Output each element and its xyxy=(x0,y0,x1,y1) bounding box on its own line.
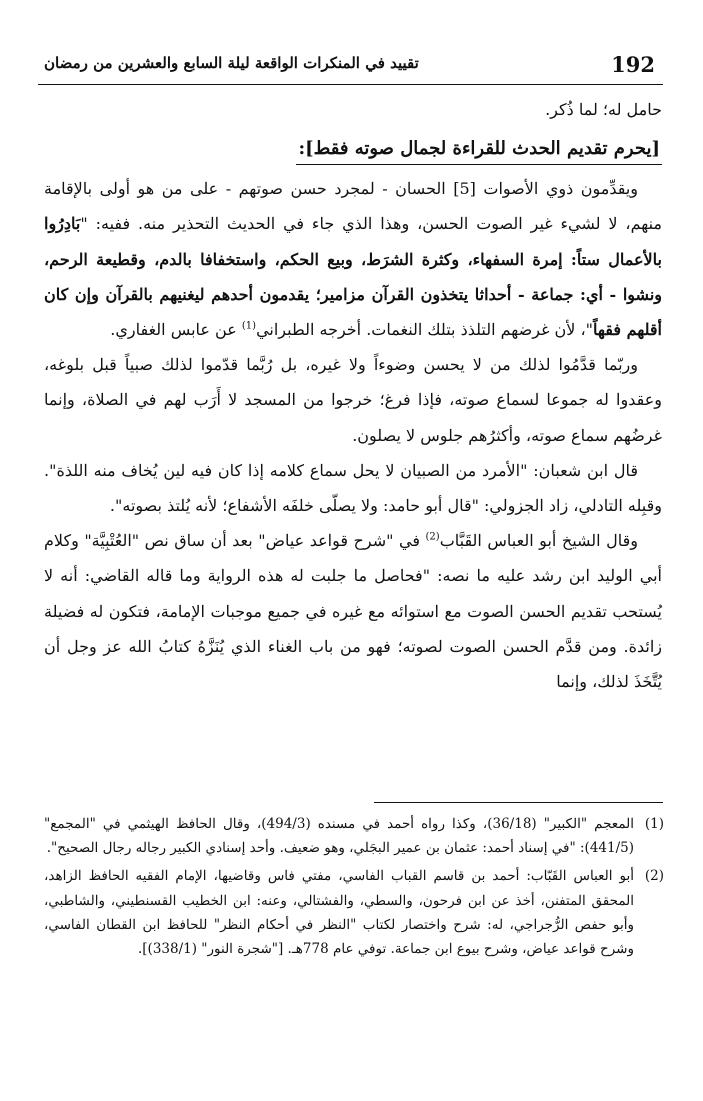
footnote-separator xyxy=(374,802,663,803)
footnote-text: المعجم "الكبير" (36/18)، وكذا رواه أحمد في مسنده (494/3)، وقال الحافظ الهيثمي في "المجمع" (441/5): "في إسناد أحمد: عثمان بن عمير البجَلي، وهو ضعيف. وأحد إسنادي الكبير رجاله رجال الصحيح". xyxy=(44,816,634,857)
paragraph-4 xyxy=(44,523,662,699)
hadith-quote: بَادِرُوا بالأعمال ستاً: إمرة السفهاء، وكثرة الشرَط، وبيع الحكم، واستخفافا بالدم، وقطيعة الرحم، ونشوا - أي: جماعة - أحداثا يتخذون القرآن مزامير؛ يقدمون أحدهم ليغنيهم بالقرآن وإن كان أقلهم فقهاً xyxy=(44,214,663,340)
intro-line: حامل له؛ لما ذُكر. xyxy=(545,100,662,119)
paragraph-1-text-c: "، لأن غرضهم التلذذ بتلك النغمات. أخرجه الطبراني xyxy=(256,320,594,340)
page-number: 192 xyxy=(611,52,655,77)
footnote-text: أبو العباس القَبّاب: أحمد بن قاسم القباب الفاسي، مفتي فاس وقاضيها، الإمام الفقيه الحافظ الزاهد، المحقق المتفنن، أخذ عن ابن فرحون، والسطي، والفشتالي، وعنه: ابن الخطيب القسنطيني، والشاطبي، وأبو حفص الرُّجراجي، له: شرح واختصار لكتاب "النظر في أحكام النظر" للحافظ ابن القطان الفاسي، وشرح قواعد عياض، وشرح بيوع ابن جماعة. توفي عام 778هـ. ["شجرة النور" (338/1)]. xyxy=(44,868,634,958)
footnote-ref-2: (2) xyxy=(425,531,440,543)
footnote-number: (1) xyxy=(644,816,664,832)
paragraph-1-text-d: عن عابس الغفاري. xyxy=(110,320,242,340)
footnote-number: (2) xyxy=(644,868,664,885)
footnote-ref-1: (1) xyxy=(241,320,257,332)
footnote-1 xyxy=(44,812,664,860)
page-header xyxy=(38,52,663,84)
section-heading-text: [يحرم تقديم الحدث للقراءة لجمال صوته فقط]: xyxy=(296,134,662,165)
paragraph-4-text-b: في "شرح قواعد عياض" بعد أن ساق نص "العُتْبِيَّة" وكلام أبي الوليد ابن رشد عليه ما نصه: "فحاصل ما جلبت له هذه الرواية وما قاله القاضي: أنه لا يُستحب تقديم الحسن الصوت مع استوائه مع غيره في جميع موجبات الإمامة، فتكون له فضيلة زائدة. ومن قدَّم الحسن الصوت لصوته؛ فهو من باب الغناء الذي يُنَزَّهُ كتابُ الله عز وجل أن يُتَّخَذَ لذلك، وإنما xyxy=(44,531,662,692)
paragraph-2: وربّما قدَّمُوا لذلك من لا يحسن وضوءاً ولا غيره، بل رُبَّما قدّموا لذلك صبياً قبل بلوغه، وعقدوا له جموعا لسماع صوته، فإذا فرغ؛ خرجوا من المسجد لا أَرَب لهم في الصلاة، وإنما غرضُهم سماع صوته، وأكثرُهم جلوس لا يصلون. xyxy=(44,355,662,445)
paragraph-3: قال ابن شعبان: "الأمرد من الصبيان لا يحل سماع كلامه إذا كان فيه لين يُخاف منه اللذة". وقبِله التادلي، زاد الجزولي: "قال أبو حامد: ولا يصلّى خلفَه الأشفاع؛ لأنه يُلتذ بصوته". xyxy=(44,460,662,516)
main-text xyxy=(44,92,662,699)
paragraph-1-text-a: ويقدِّمون ذوي الأصوات [5] الحسان - لمجرد حسن صوتهم - على من هو أولى بالإقامة منهم، لا لشيء غير الصوت الحسن، وهذا الذي جاء في الحديث التحذير منه. ففيه: " xyxy=(44,179,662,234)
paragraph-4-text-a: وقال الشيخ أبو العباس القَبَّاب xyxy=(439,531,639,551)
running-title: تقييد في المنكرات الواقعة ليلة السابع والعشرين من رمضان xyxy=(44,54,419,72)
paragraph-1 xyxy=(44,171,662,347)
footnote-2 xyxy=(44,864,664,961)
section-heading xyxy=(44,127,662,171)
header-rule xyxy=(38,84,663,85)
footnotes xyxy=(44,812,664,965)
